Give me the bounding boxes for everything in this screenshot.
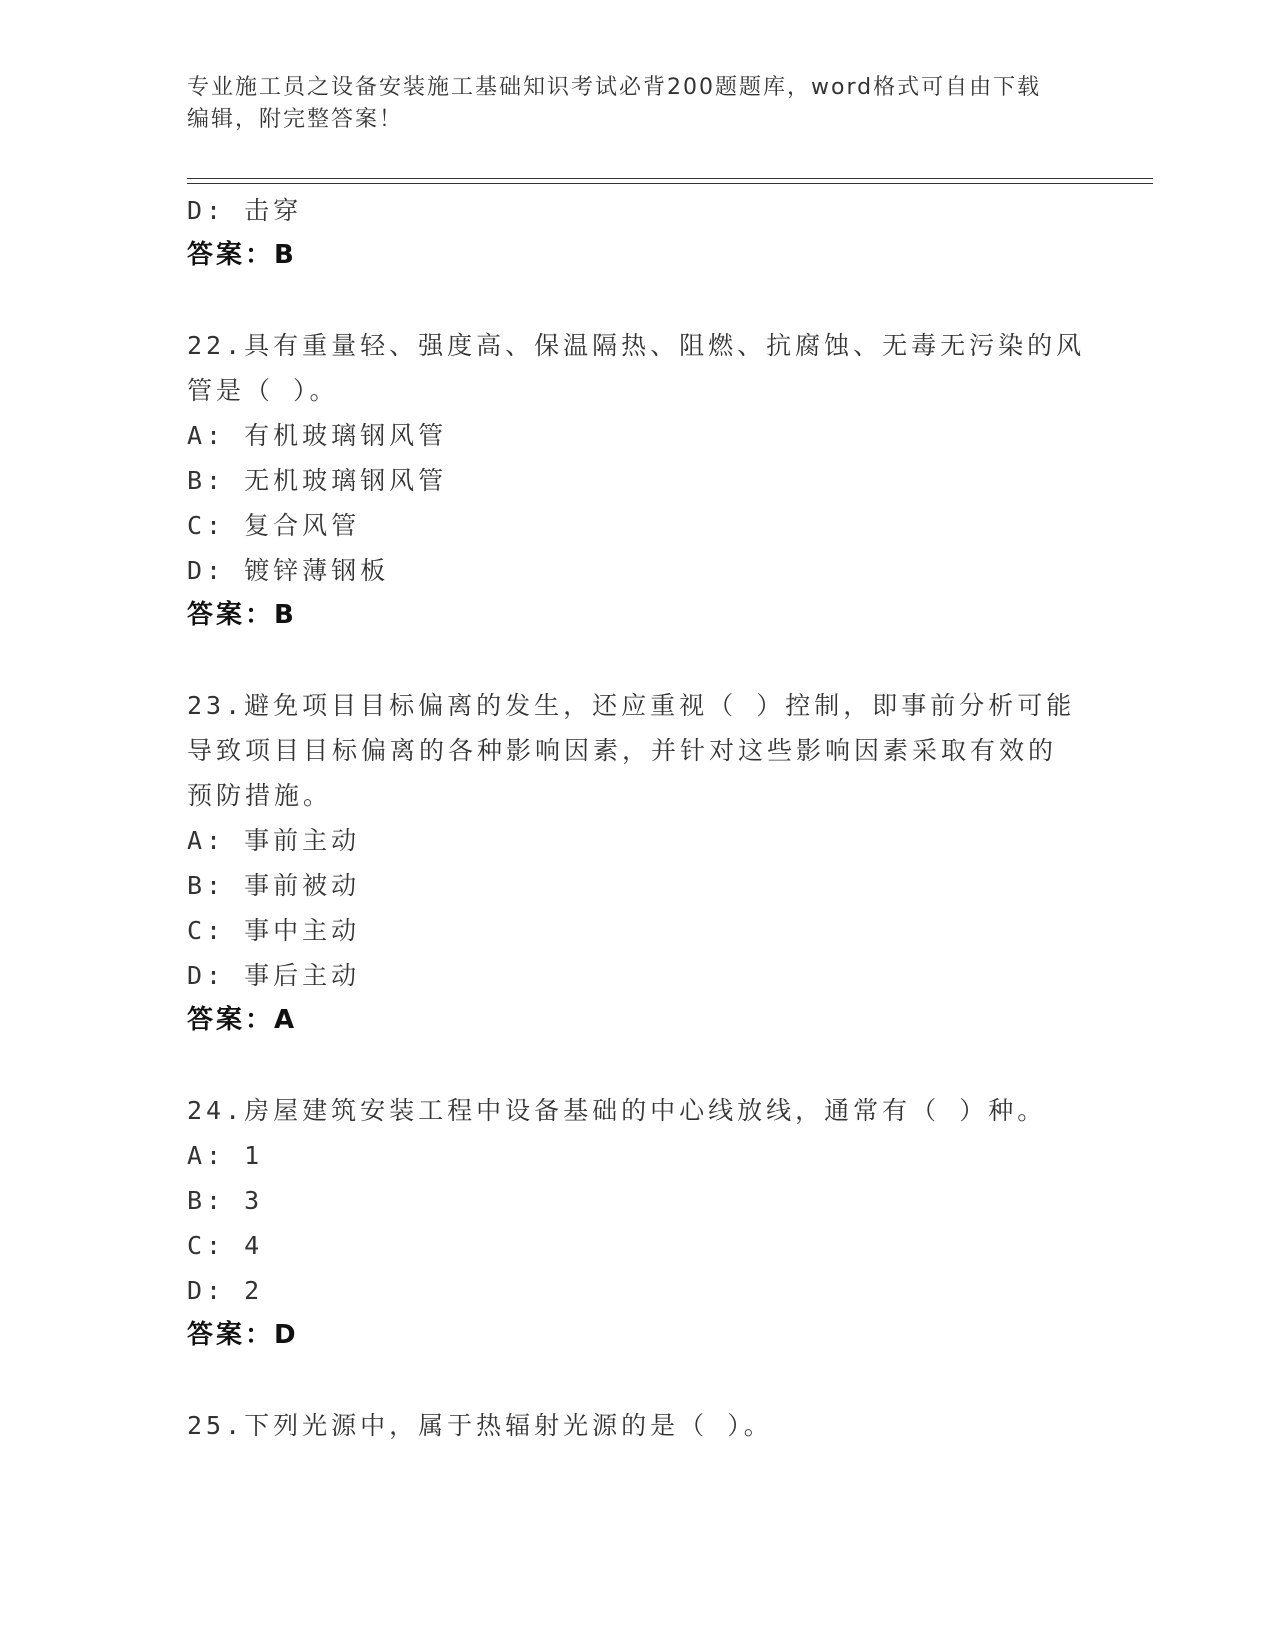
question-list [187,188,1087,1448]
answer-label: 答案：B [187,600,297,630]
option-a: A: 1 [187,1141,264,1170]
question-22 [187,323,1087,638]
option-d: D: 镀锌薄钢板 [187,556,390,585]
question-stem: 24.房屋建筑安装工程中设备基础的中心线放线，通常有（ ）种。 [187,1096,1047,1125]
question-23 [187,683,1087,1043]
header-title-line1: 专业施工员之设备安装施工基础知识考试必背200题题库，word格式可自由下载 [187,75,1042,100]
answer-label: 答案：D [187,1320,299,1350]
option-d: D: 2 [187,1276,264,1305]
option-c: C: 事中主动 [187,916,361,945]
question-25 [187,1403,1087,1448]
header-divider-top [187,178,1153,179]
spacer [187,278,1087,323]
spacer [187,1043,1087,1088]
option-a: A: 事前主动 [187,826,361,855]
option-b: B: 事前被动 [187,871,361,900]
prev-answer: 答案：B [187,240,297,270]
question-stem: 25.下列光源中，属于热辐射光源的是（ ）。 [187,1411,773,1440]
option-d: D: 事后主动 [187,961,361,990]
option-c: C: 复合风管 [187,511,361,540]
header-divider-bottom [187,183,1153,184]
option-c: C: 4 [187,1231,264,1260]
spacer [187,638,1087,683]
question-stem: 管是（ ）。 [187,376,339,405]
question-stem: 22.具有重量轻、强度高、保温隔热、阻燃、抗腐蚀、无毒无污染的风 [187,331,1086,360]
option-b: B: 无机玻璃钢风管 [187,466,448,495]
question-24 [187,1088,1087,1358]
header-title-line2: 编辑，附完整答案！ [187,107,404,132]
prev-option-d: D: 击穿 [187,196,303,225]
option-b: B: 3 [187,1186,264,1215]
document-header [187,72,1067,136]
spacer [187,1358,1087,1403]
question-stem: 23.避免项目目标偏离的发生，还应重视（ ）控制，即事前分析可能 [187,691,1076,720]
question-stem: 预防措施。 [187,781,333,810]
question-stem: 导致项目目标偏离的各种影响因素，并针对这些影响因素采取有效的 [187,736,1058,765]
option-a: A: 有机玻璃钢风管 [187,421,448,450]
answer-label: 答案：A [187,1005,298,1035]
